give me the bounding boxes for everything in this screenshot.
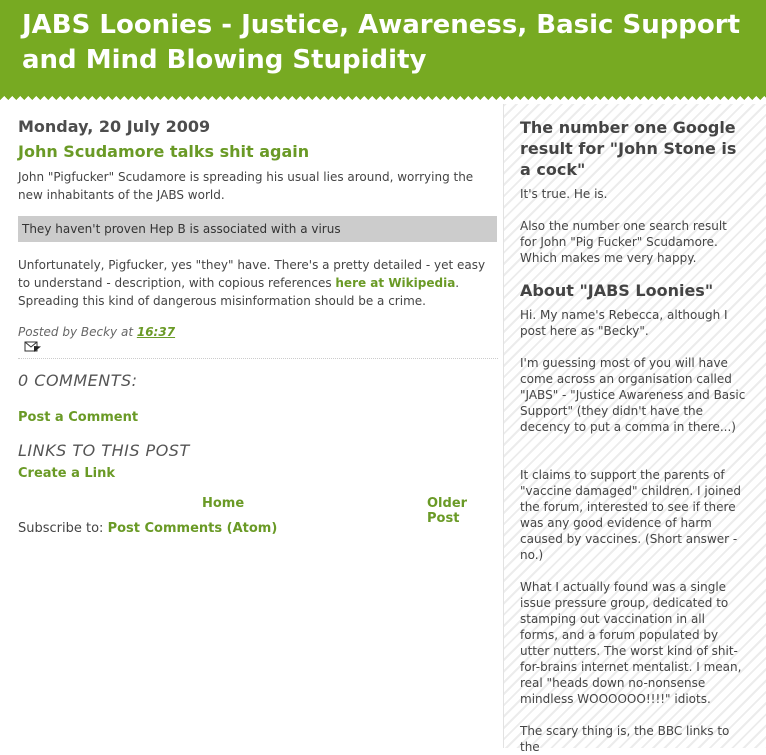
sidebar-text-7: The scary thing is, the BBC links to the xyxy=(520,724,730,754)
main-column xyxy=(18,104,498,748)
sidebar xyxy=(503,104,766,754)
paragraph-2-text-end: . Spreading this kind of dangerous misinformation should be a crime. xyxy=(18,276,460,308)
subscribe-line xyxy=(18,521,277,536)
sidebar-text-3: Hi. My name's Rebecca, although I post here as "Becky". xyxy=(520,308,728,338)
post-title[interactable]: John Scudamore talks shit again xyxy=(18,142,310,161)
email-post-icon[interactable] xyxy=(24,340,42,353)
post-comment-link[interactable]: Post a Comment xyxy=(18,410,139,425)
post-quote: They haven't proven Hep B is associated with a virus xyxy=(18,216,497,242)
post-separator xyxy=(18,358,498,359)
post-paragraph-1: John "Pigfucker" Scudamore is spreading his usual lies around, worrying the new inhabitants of the JABS world. xyxy=(18,170,474,202)
blog-header xyxy=(0,0,766,97)
home-link[interactable]: Home xyxy=(202,496,245,511)
sidebar-text-4: I'm guessing most of you will have come across an organisation called "JABS" - "Justice Awareness and Basic Support" (they didn't have the decency to put a comma in there...) xyxy=(520,356,746,434)
subscribe-label: Subscribe to: xyxy=(18,521,104,536)
sidebar-text-6: What I actually found was a single issue pressure group, dedicated to stamping out vaccination in all forms, and a forum populated by utter nutters. The worst kind of shit-for-brains internet mentalist. I mean, real "heads down no-nonsense mindless WOOOOOO!!!!" idiots. xyxy=(520,580,742,706)
sidebar-text-1: It's true. He is. xyxy=(520,187,608,201)
post-footer xyxy=(18,325,175,339)
wikipedia-link[interactable]: here at Wikipedia xyxy=(335,276,456,290)
blog-title[interactable]: JABS Loonies - Justice, Awareness, Basic Support and Mind Blowing Stupidity xyxy=(22,10,741,75)
post-comments-atom-link[interactable]: Post Comments (Atom) xyxy=(107,521,278,536)
sidebar-heading-google: The number one Google result for "John Stone is a cock" xyxy=(520,118,737,179)
older-post-link[interactable]: Older Post xyxy=(427,496,468,526)
links-heading: LINKS TO THIS POST xyxy=(18,441,190,460)
paragraph-2-text-start: Unfortunately, Pigfucker, yes "they" have. There's a pretty detailed - yet easy to understand - description, with copious references xyxy=(18,258,486,290)
sidebar-text-2: Also the number one search result for John "Pig Fucker" Scudamore. Which makes me very happy. xyxy=(520,219,727,265)
sidebar-heading-about: About "JABS Loonies" xyxy=(520,281,714,300)
page-content xyxy=(0,104,766,754)
sidebar-text-5: It claims to support the parents of "vaccine damaged" children. I joined the forum, interested to see if there was any good evidence of harm caused by vaccines. (Short answer - no.) xyxy=(520,468,742,562)
posted-by-text: Posted by Becky at xyxy=(18,325,134,339)
post-paragraph-2 xyxy=(18,256,488,310)
header-zigzag-divider xyxy=(0,96,766,104)
post-date: Monday, 20 July 2009 xyxy=(18,117,211,136)
comments-heading: 0 COMMENTS: xyxy=(18,371,138,390)
create-link[interactable]: Create a Link xyxy=(18,466,116,481)
post-time-link[interactable]: 16:37 xyxy=(136,325,176,339)
